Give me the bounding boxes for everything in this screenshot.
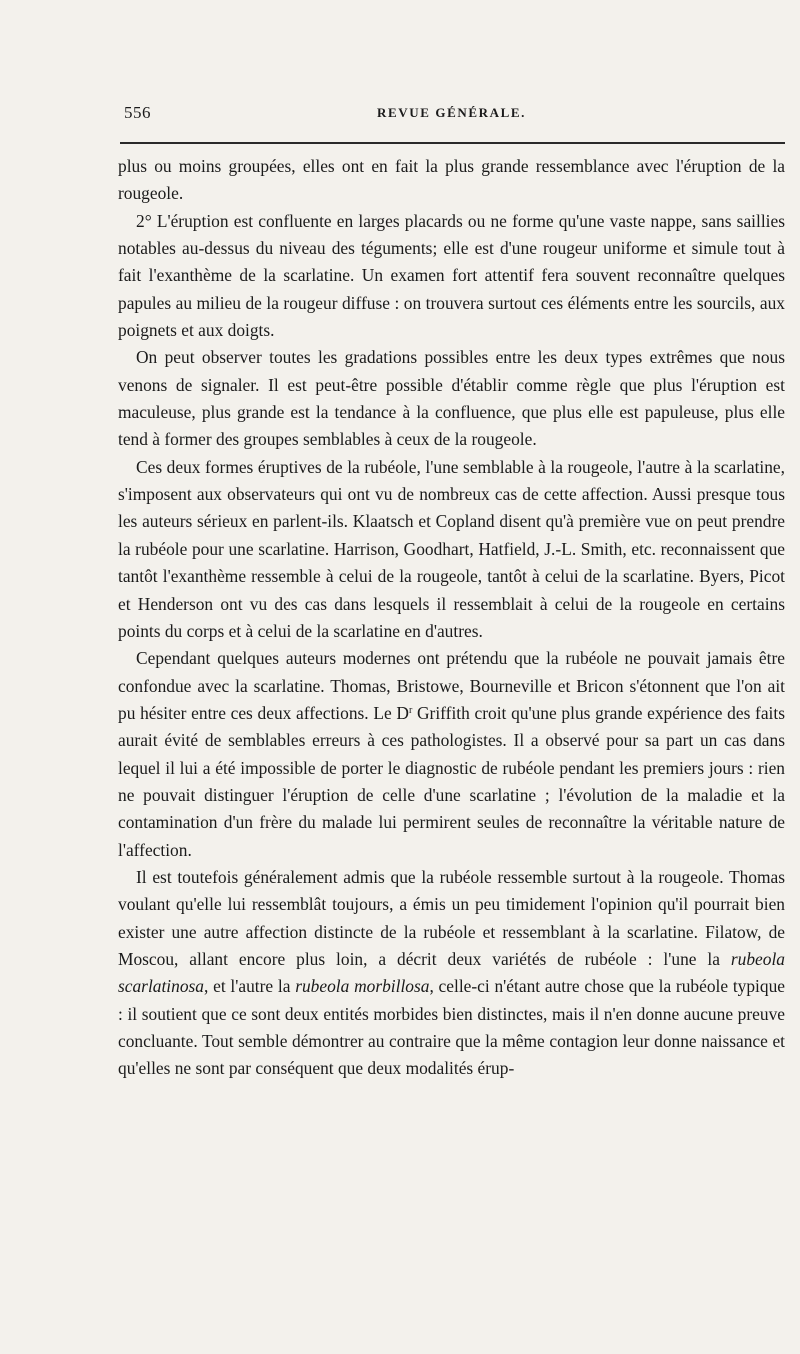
page-number: 556: [124, 103, 151, 122]
page-header: [118, 103, 785, 131]
running-title: REVUE GÉNÉRALE.: [377, 105, 526, 120]
paragraph-5-text-b: Griffith croit qu'une plus grande expérience des faits aurait évité de semblables erreurs à ces pathologistes. Il a observé pour sa part un cas dans lequel il lui a été impossible de porter le diagnostic de rubéole pendant les premiers jours : rien ne pouvait distinguer l'éruption de celle d'une scarlatine ; l'évolution de la maladie et la contamination d'un frère du malade lui permirent seules de reconnaître la véritable nature de l'affection.: [118, 702, 785, 860]
paragraph-6-text-a: Il est toutefois généralement admis que la rubéole ressemble surtout à la rougeole. Thomas voulant qu'elle lui ressemblât toujours, a émis un peu timidement l'opinion qu'il pourrait bien exister une autre affection distincte de la rubéole et ressemblant à la scarlatine. Filatow, de Moscou, allant encore plus loin, a décrit deux variétés de rubéole : l'une la: [118, 866, 785, 969]
term-rubeola-morbillosa: rubeola morbillosa: [295, 976, 430, 997]
paragraph-3: On peut observer toutes les gradations possibles entre les deux types extrêmes que nous venons de signaler. Il est peut-être possible d'établir comme règle que plus l'éruption est maculeuse, plus grande est la tendance à la confluence, que plus elle est papuleuse, plus elle tend à former des groupes semblables à ceux de la rougeole.: [118, 347, 785, 450]
paragraph-5-text-a: Cependant quelques auteurs modernes ont prétendu que la rubéole ne pouvait jamais être confondue avec la scarlatine. Thomas, Bristowe, Bourneville et Bricon s'étonnent que l'on ait pu hésiter entre ces deux affections. Le D: [118, 648, 785, 723]
paragraph-4: Ces deux formes éruptives de la rubéole, l'une semblable à la rougeole, l'autre à la scarlatine, s'imposent aux observateurs qui ont vu de nombreux cas de cette affection. Aussi presque tous les auteurs sérieux en parlent-ils. Klaatsch et Copland disent qu'à première vue on peut prendre la rubéole pour une scarlatine. Harrison, Goodhart, Hatfield, J.-L. Smith, etc. reconnaissent que tantôt l'exanthème ressemble à celui de la rougeole, tantôt à celui de la scarlatine. Byers, Picot et Henderson ont vu des cas dans lesquels il ressemblait à celui de la rougeole en certains points du corps et à celui de la scarlatine en d'autres.: [118, 456, 785, 641]
term-rubeola-scarlatinosa: rubeola scarlatinosa: [118, 948, 785, 997]
paragraph-6: [118, 864, 785, 1083]
doctor-superscript: r: [408, 704, 413, 716]
header-rule: [120, 142, 785, 144]
paragraph-6-text-b: , et l'autre la: [204, 976, 296, 997]
body-text: [118, 153, 785, 1083]
paragraph-5: [118, 645, 785, 864]
paragraph-2: 2° L'éruption est confluente en larges placards ou ne forme qu'une vaste nappe, sans saillies notables au-dessus du niveau des téguments; elle est d'une rougeur uniforme et simule tout à fait l'exanthème de la scarlatine. Un examen fort attentif fera souvent reconnaître quelques papules au milieu de la rougeur diffuse : on trouvera surtout ces éléments entre les sourcils, aux poignets et aux doigts.: [118, 210, 785, 341]
paragraph-1: plus ou moins groupées, elles ont en fait la plus grande ressemblance avec l'éruption de la rougeole.: [118, 156, 785, 204]
paragraph-6-text-c: , celle-ci n'étant autre chose que la rubéole typique : il soutient que ce sont deux entités morbides bien distinctes, mais il n'en donne aucune preuve concluante. Tout semble démontrer au contraire que la même contagion leur donne naissance et qu'elles ne sont par conséquent que deux modalités érup-: [118, 976, 785, 1079]
